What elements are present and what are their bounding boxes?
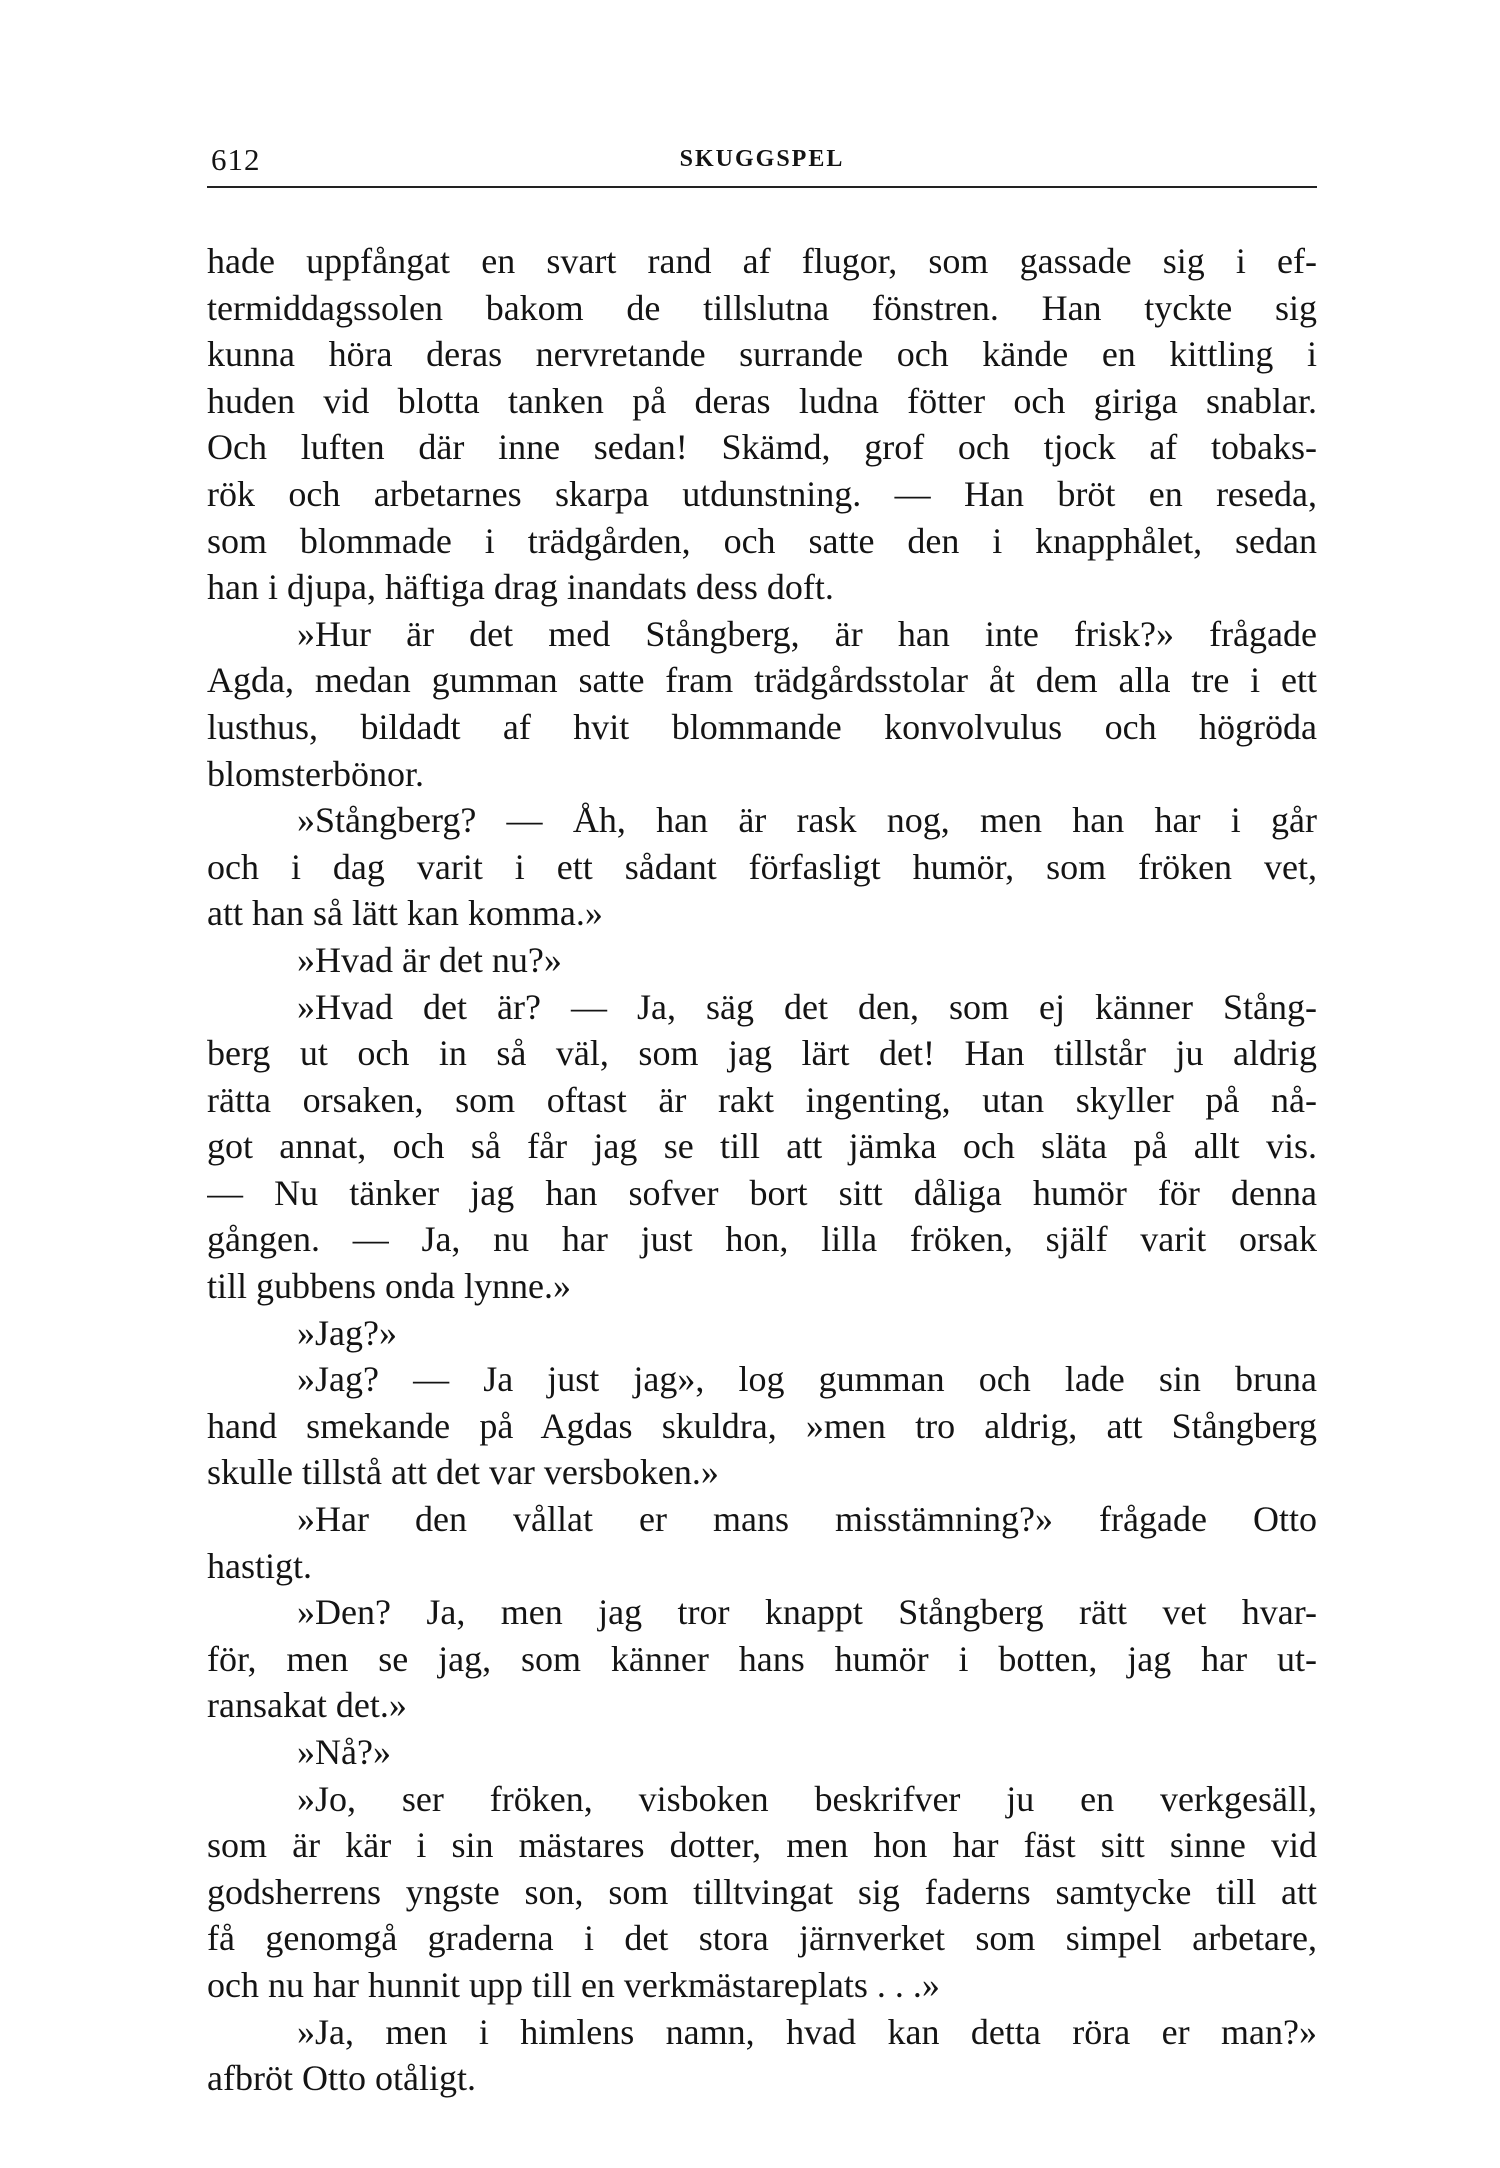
paragraph <box>207 1310 1317 1357</box>
page-header <box>207 140 1317 188</box>
running-title: SKUGGSPEL <box>679 146 845 172</box>
page-number: 612 <box>211 142 261 177</box>
text-line: »Jo, ser fröken, visboken beskrifver ju en verkgesäll, <box>297 1778 1317 1819</box>
text-line: godsherrens yngste son, som tilltvingat sig faderns samtycke till att <box>207 1871 1317 1912</box>
paragraph <box>207 2009 1317 2102</box>
text-line: att han så lätt kan komma.» <box>207 893 603 934</box>
paragraph <box>207 1729 1317 1776</box>
paragraph <box>207 1356 1317 1496</box>
text-line: got annat, och så får jag se till att jämka och släta på allt vis. <box>207 1126 1317 1167</box>
text-line: hastigt. <box>207 1545 312 1586</box>
paragraph <box>207 238 1317 611</box>
text-line: gången. — Ja, nu har just hon, lilla fröken, själf varit orsak <box>207 1219 1317 1260</box>
text-line: hade uppfångat en svart rand af flugor, som gassade sig i ef- <box>207 241 1317 281</box>
paragraph <box>207 937 1317 984</box>
paragraph <box>207 1496 1317 1589</box>
book-page <box>207 140 1317 2102</box>
paragraph <box>207 611 1317 797</box>
text-line: få genomgå graderna i det stora järnverket som simpel arbetare, <box>207 1918 1317 1959</box>
text-line: till gubbens onda lynne.» <box>207 1266 571 1307</box>
text-line: Agda, medan gumman satte fram trädgårdsstolar åt dem alla tre i ett <box>207 660 1317 701</box>
paragraph <box>207 1589 1317 1729</box>
text-line: »Jag?» <box>297 1312 397 1353</box>
text-line: lusthus, bildadt af hvit blommande konvolvulus och högröda <box>207 706 1317 747</box>
text-line: som är kär i sin mästares dotter, men hon har fäst sitt sinne vid <box>207 1825 1317 1866</box>
text-line: »Jag? — Ja just jag», log gumman och lade sin bruna <box>297 1359 1317 1400</box>
text-line: »Den? Ja, men jag tror knappt Stångberg rätt vet hvar- <box>297 1592 1317 1633</box>
text-line: »Nå?» <box>297 1732 391 1772</box>
text-line: »Har den vållat er mans misstämning?» frågade Otto <box>297 1499 1317 1540</box>
text-line: blomsterbönor. <box>207 753 424 794</box>
text-line: som blommade i trädgården, och satte den i knapphålet, sedan <box>207 520 1317 561</box>
text-line: — Nu tänker jag han sofver bort sitt dåliga humör för denna <box>207 1172 1317 1213</box>
text-line: termiddagssolen bakom de tillslutna fönstren. Han tyckte sig <box>207 287 1317 328</box>
text-line: hand smekande på Agdas skuldra, »men tro aldrig, att Stångberg <box>207 1405 1317 1446</box>
text-line: rätta orsaken, som oftast är rakt ingenting, utan skyller på nå- <box>207 1079 1317 1120</box>
text-line: huden vid blotta tanken på deras ludna fötter och giriga snablar. <box>207 380 1317 421</box>
text-line: »Hur är det med Stångberg, är han inte frisk?» frågade <box>297 613 1317 654</box>
paragraph <box>207 797 1317 937</box>
text-line: »Ja, men i himlens namn, hvad kan detta röra er man?» <box>297 2011 1317 2052</box>
text-line: »Hvad är det nu?» <box>297 939 562 980</box>
text-line: »Hvad det är? — Ja, säg det den, som ej känner Stång- <box>297 986 1317 1027</box>
paragraph <box>207 1776 1317 2009</box>
text-line: han i djupa, häftiga drag inandats dess doft. <box>207 567 834 608</box>
text-line: och i dag varit i ett sådant förfasligt humör, som fröken vet, <box>207 846 1317 887</box>
text-line: och nu har hunnit upp till en verkmästareplats . . .» <box>207 1964 940 2005</box>
paragraph <box>207 984 1317 1310</box>
text-line: Och luften där inne sedan! Skämd, grof och tjock af tobaks- <box>207 427 1317 468</box>
text-line: berg ut och in så väl, som jag lärt det! Han tillstår ju aldrig <box>207 1033 1317 1074</box>
text-line: »Stångberg? — Åh, han är rask nog, men han har i går <box>297 800 1317 841</box>
text-line: för, men se jag, som känner hans humör i botten, jag har ut- <box>207 1638 1317 1679</box>
text-line: rök och arbetarnes skarpa utdunstning. — Han bröt en reseda, <box>207 473 1317 514</box>
text-line: kunna höra deras nervretande surrande och kände en kittling i <box>207 334 1317 375</box>
text-line: afbröt Otto otåligt. <box>207 2058 476 2099</box>
text-line: ransakat det.» <box>207 1685 407 1726</box>
body-text <box>207 238 1317 2102</box>
text-line: skulle tillstå att det var versboken.» <box>207 1452 719 1493</box>
